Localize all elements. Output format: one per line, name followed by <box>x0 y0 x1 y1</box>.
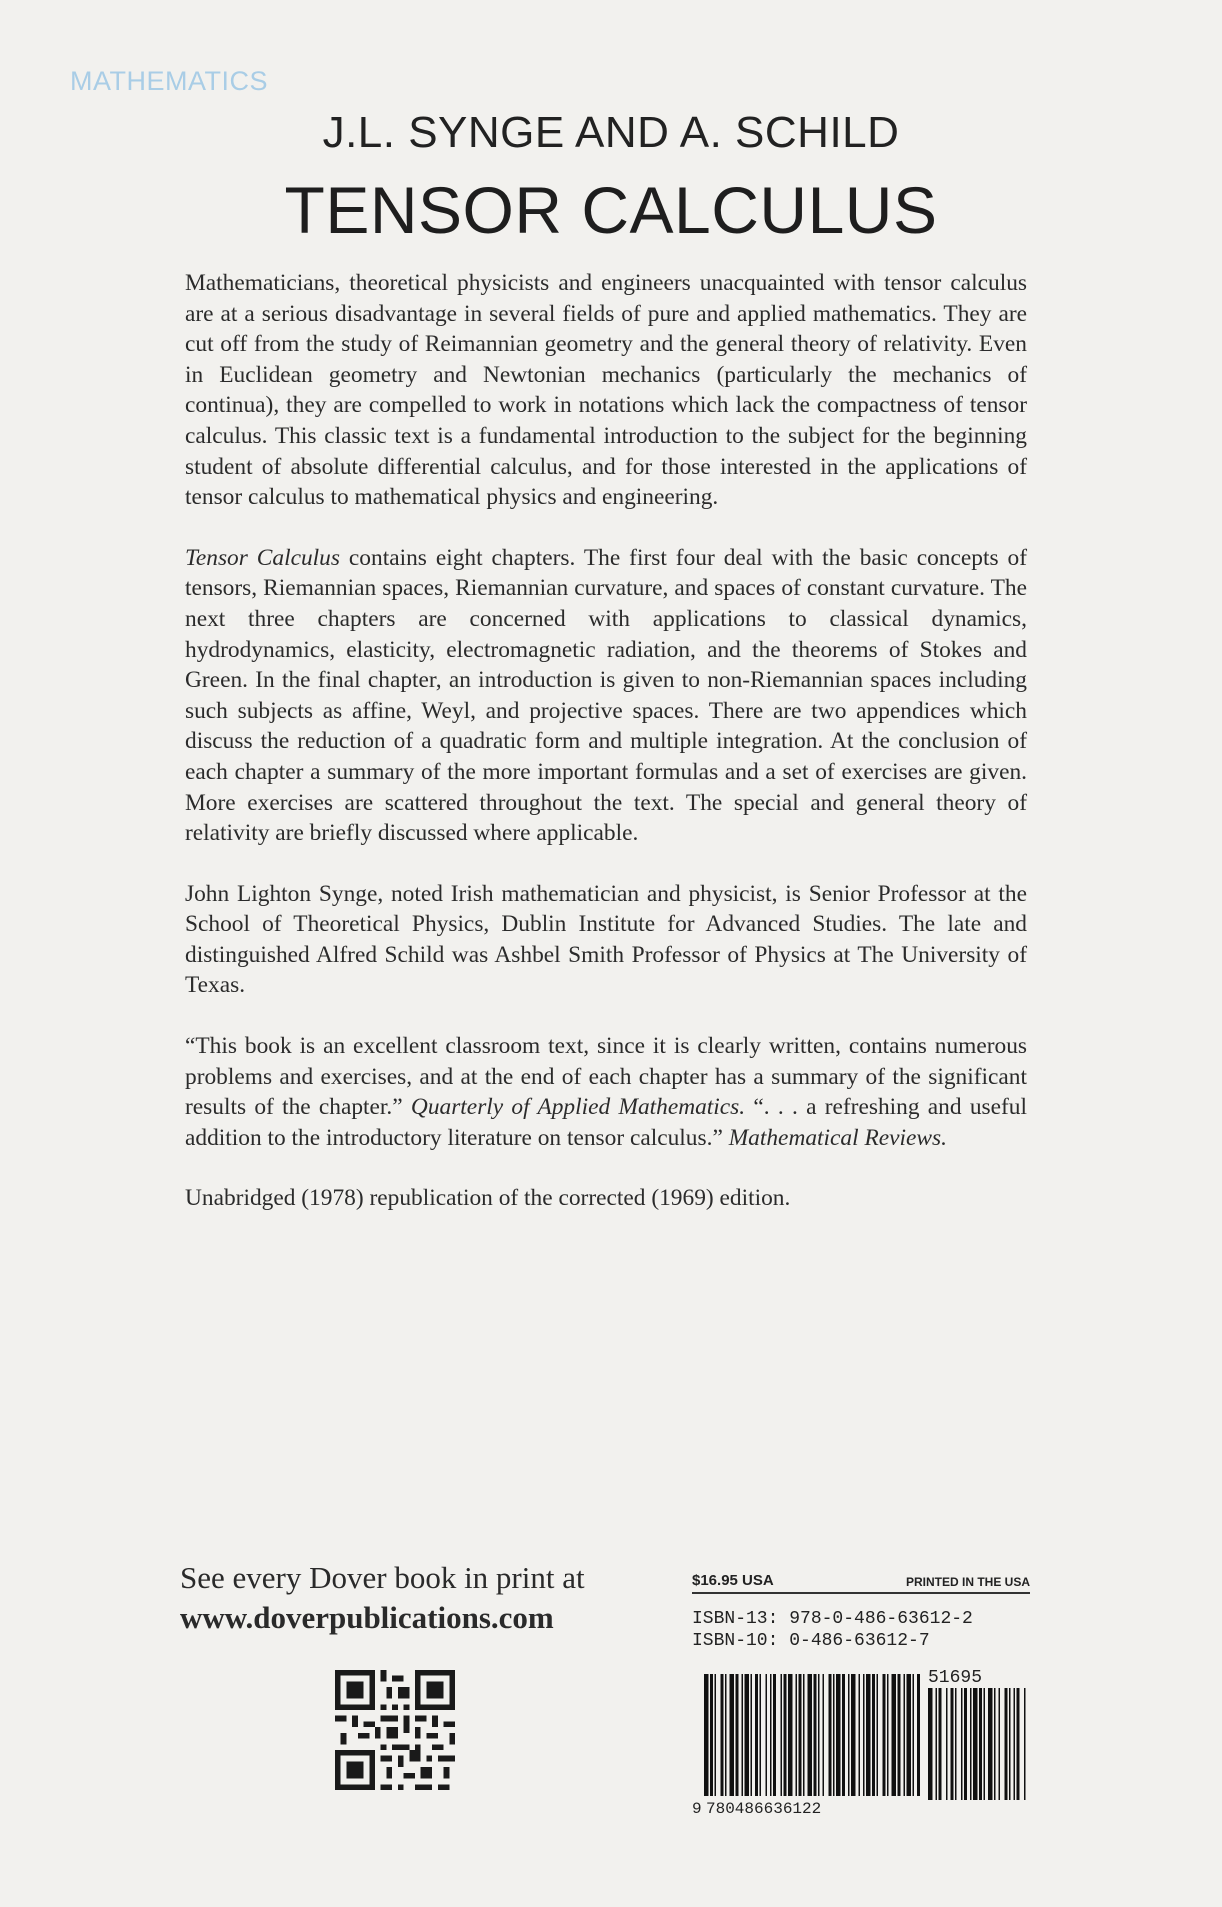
barcode-addon-bar <box>951 1688 954 1800</box>
barcode-bar <box>715 1674 717 1796</box>
barcode-bar <box>755 1674 758 1796</box>
barcode-bar <box>898 1674 901 1796</box>
barcode-bar <box>877 1674 879 1796</box>
barcode-addon-bar <box>994 1688 996 1800</box>
barcode-bar <box>866 1674 871 1796</box>
barcode-bar <box>907 1674 912 1796</box>
barcode-icon <box>692 1666 1030 1816</box>
description-paragraph-1: Mathematicians, theoretical physicists and engineers unacquainted with tensor calculus are at a serious disadvantage in several fields of pure and applied mathematics. They are cut off from the study of Reimannian geometry and the general theory of relativity. Even in Euclidean geometry and Newtonian mechanics (particularly the mechanics of continua), they are compelled to work in notations which lack the compactness of tensor calculus. This classic text is a fundamental introduction to the subject for the beginning student of absolute differential calculus, and for those interested in the applications of tensor calculus to mathematical physics and engineering. <box>185 270 1027 511</box>
barcode-bar <box>745 1674 750 1796</box>
barcode-bar <box>848 1674 850 1796</box>
barcode-bar <box>904 1674 906 1796</box>
barcode-addon-bar <box>1014 1688 1016 1800</box>
barcode-bar <box>872 1674 875 1796</box>
barcode-addon-bar <box>970 1688 972 1800</box>
barcode-addon-bar <box>984 1688 986 1800</box>
price: $16.95 USA <box>692 1572 774 1589</box>
barcode-addon-bar <box>1017 1688 1020 1800</box>
price-row <box>692 1572 1030 1594</box>
barcode-bar <box>803 1674 805 1796</box>
barcode-addon-bar <box>946 1688 948 1800</box>
barcode-addon-bar <box>1024 1688 1026 1800</box>
isbn-13: ISBN-13: 978-0-486-63612-2 <box>692 1609 973 1629</box>
barcode-bar <box>742 1674 744 1796</box>
dover-promo <box>180 1558 585 1638</box>
barcode-bar <box>851 1674 856 1796</box>
barcode-bar <box>773 1674 776 1796</box>
edition-note: Unabridged (1978) republication of the corrected (1969) edition. <box>185 1185 791 1212</box>
printed-in: PRINTED IN THE USA <box>905 1575 1030 1589</box>
barcode-bar <box>883 1674 886 1796</box>
barcode-bar <box>836 1674 841 1796</box>
barcode-bar <box>730 1674 735 1796</box>
barcode-bar <box>799 1674 802 1796</box>
barcode-first-digit: 9 <box>692 1800 702 1816</box>
qr-code-icon <box>335 1670 455 1790</box>
barcode-addon-bar <box>988 1688 993 1800</box>
barcode-bar <box>818 1674 820 1796</box>
description-paragraph-2 <box>185 543 1027 849</box>
barcode-bar <box>917 1674 920 1796</box>
barcode-bar <box>704 1674 709 1796</box>
barcode-addon-bar <box>979 1688 982 1800</box>
barcode-bar <box>913 1674 915 1796</box>
barcode-addon-digits: 51695 <box>928 1668 983 1688</box>
barcode-addon-bar <box>955 1688 957 1800</box>
book-title-italic: Tensor Calculus <box>185 544 340 571</box>
barcode-digits: 780486636122 <box>706 1800 822 1816</box>
barcode-bar <box>751 1674 753 1796</box>
barcode-addon-bar <box>961 1688 963 1800</box>
barcode-addon-bar <box>1009 1688 1011 1800</box>
barcode-bar <box>784 1674 787 1796</box>
barcode-bar <box>781 1674 783 1796</box>
barcode-bar <box>887 1674 889 1796</box>
barcode-bar <box>770 1674 772 1796</box>
paragraph-2-text: contains eight chapters. The first four deal with the basic concepts of tensors, Riemannian spaces, Riemannian curvature, and spaces of constant curvature. The next three chapters are concerned with applications to classical dynamics, hydrodynamics, elasticity, electromagnetic radiation, and the theorems of Stokes and Green. In the final chapter, an introduction is given to non-Riemannian spaces including such subjects as affine, Weyl, and projective spaces. There are two appendices which discuss the reduction of a quadratic form and multiple integration. At the conclusion of each chapter a summary of the more important formulas and a set of exercises are given. More exercises are scattered throughout the text. The special and general theory of relativity are briefly discussed where applicable. <box>185 544 1027 847</box>
barcode-bar <box>808 1674 813 1796</box>
barcode-bar <box>725 1674 727 1796</box>
barcode-bar <box>796 1674 798 1796</box>
dover-url[interactable]: www.doverpublications.com <box>180 1600 554 1635</box>
quote-2: “. . . a refreshing and useful addition to the introductory literature on tensor calculus.” <box>185 1094 1027 1151</box>
barcode-bar <box>833 1674 835 1796</box>
barcode-addon-bar <box>928 1688 933 1800</box>
barcode-addon-bar <box>939 1688 942 1800</box>
barcode-bar <box>721 1674 724 1796</box>
barcode-bar <box>823 1674 825 1796</box>
barcode-bar <box>760 1674 762 1796</box>
barcode-addon-bar <box>936 1688 938 1800</box>
barcode-bar <box>842 1674 845 1796</box>
barcode-bar <box>863 1674 865 1796</box>
isbn-block <box>692 1608 1030 1652</box>
isbn-10: ISBN-10: 0-486-63612-7 <box>692 1631 930 1651</box>
barcode-bar <box>859 1674 861 1796</box>
quote-1: “This book is an excellent classroom text, since it is clearly written, contains numerous problems and exercises, and at the end of each chapter has a summary of the significant results of the chapter.” <box>185 1033 1027 1121</box>
category-label: MATHEMATICS <box>70 66 268 96</box>
author-bio: John Lighton Synge, noted Irish mathematician and physicist, is Senior Professor at the School of Theoretical Physics, Dublin Institute for Advanced Studies. The late and distinguished Alfred Schild was Ashbel Smith Professor of Physics at The University of Texas. <box>185 880 1027 999</box>
quote-2-source: Mathematical Reviews. <box>728 1124 947 1151</box>
barcode-addon-bar <box>964 1688 967 1800</box>
barcode-bar <box>710 1674 713 1796</box>
book-title: TENSOR CALCULUS <box>284 173 938 247</box>
review-quotes <box>185 1031 1027 1153</box>
barcode-addon-bar <box>1005 1688 1008 1800</box>
barcode-bar <box>736 1674 739 1796</box>
description <box>185 268 1027 1244</box>
barcode-bar <box>766 1674 768 1796</box>
barcode-bar <box>829 1674 832 1796</box>
barcode-addon-bar <box>999 1688 1001 1800</box>
dover-promo-line: See every Dover book in print at <box>180 1560 585 1595</box>
barcode-bar <box>788 1674 793 1796</box>
quote-1-source: Quarterly of Applied Mathematics. <box>410 1094 746 1121</box>
barcode-panel <box>692 1572 1030 1816</box>
authors: J.L. SYNGE AND A. SCHILD <box>322 108 900 157</box>
barcode-addon-bar <box>973 1688 978 1800</box>
barcode-bar <box>892 1674 897 1796</box>
barcode-bar <box>814 1674 817 1796</box>
